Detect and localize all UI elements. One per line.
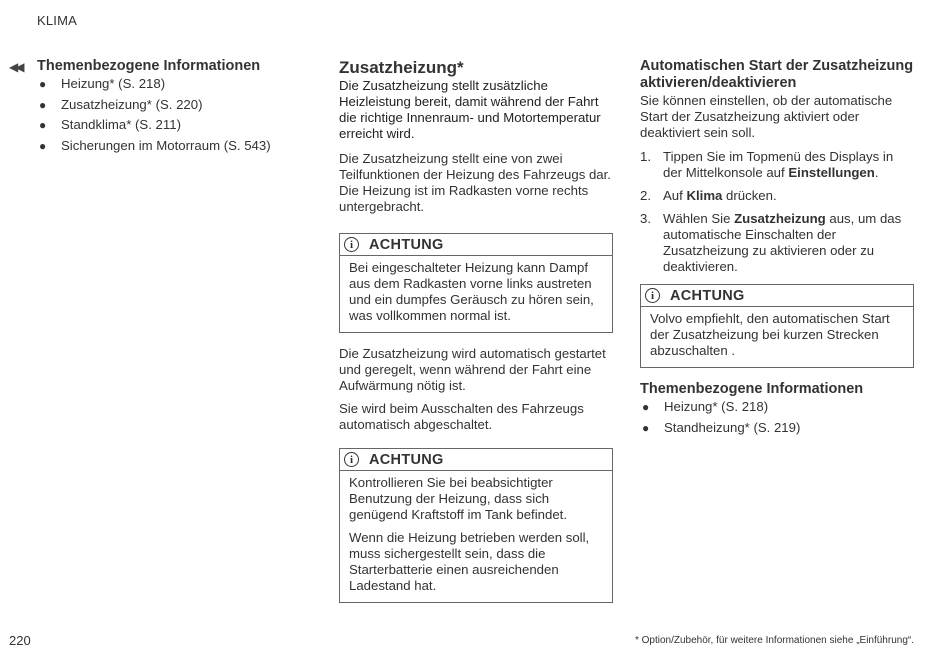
warning-text: Volvo empfiehlt, den automatischen Start der Zusatzheizung bei kurzen Strecken abzuschalten . [650, 311, 890, 358]
warning-body [340, 256, 612, 332]
page-number: 220 [9, 633, 31, 648]
info-circle-icon: i [645, 288, 660, 303]
ui-term: Einstellungen [788, 165, 875, 180]
body-paragraph: Sie wird beim Ausschalten des Fahrzeugs automatisch abgeschaltet. [339, 401, 584, 432]
body-paragraph: Die Zusatzheizung wird automatisch gestartet und geregelt, wenn während der Fahrt eine Aufwärmung nötig ist. [339, 346, 606, 393]
step-item: 3. Wählen Sie Zusatzheizung aus, um das automatische Einschalten der Zusatzheizung zu aktivieren oder zu deaktivieren. [640, 211, 902, 274]
warning-title: ACHTUNG [670, 287, 745, 304]
warning-header [340, 234, 612, 256]
related-link[interactable]: ● Zusatzheizung* (S. 220) [39, 96, 203, 112]
warning-header [641, 285, 913, 307]
section-label: KLIMA [37, 13, 78, 28]
related-link[interactable]: ● Standklima* (S. 211) [39, 117, 181, 133]
left-column [37, 58, 297, 158]
related-links [37, 76, 297, 154]
warning-text: Kontrollieren Sie bei beabsichtigter Benutzung der Heizung, dass sich genügend Kraftstoff im Tank befindet. [349, 475, 567, 522]
step-item: 2. Auf Klima drücken. [640, 188, 777, 203]
related-link[interactable]: ● Standheizung* (S. 219) [642, 419, 801, 435]
warning-box [339, 233, 613, 333]
warning-title: ACHTUNG [369, 451, 444, 468]
warning-box [339, 448, 613, 603]
ui-term: Klima [686, 188, 723, 203]
warning-box [640, 284, 914, 368]
ui-term: Zusatzheizung [734, 211, 826, 226]
intro-paragraph: Sie können einstellen, ob der automatische Start der Zusatzheizung aktiviert oder deaktiviert sein soll. [640, 93, 893, 140]
related-link[interactable]: ● Sicherungen im Motorraum (S. 543) [39, 137, 271, 153]
warning-body [340, 471, 612, 602]
bullet-icon: ● [39, 77, 47, 91]
page-title: Zusatzheizung* [339, 58, 464, 77]
right-column [640, 58, 914, 440]
middle-column [339, 58, 613, 603]
related-links [640, 399, 914, 436]
info-circle-icon: i [344, 237, 359, 252]
warning-text: Wenn die Heizung betrieben werden soll, muss sichergestellt sein, dass die Starterbatterie einen ausreichenden Ladestand hat. [349, 530, 590, 593]
lead-paragraph: Die Zusatzheizung stellt zusätzliche Heizleistung bereit, damit während der Fahrt die richtige Innenraum- und Motortemperatur erreicht wird. [339, 78, 601, 141]
footnote: * Option/Zubehör, für weitere Informationen siehe „Einführung“. [634, 635, 914, 646]
step-list [640, 149, 914, 275]
related-link[interactable]: ● Heizung* (S. 218) [642, 399, 769, 414]
warning-text: Bei eingeschalteter Heizung kann Dampf aus dem Radkasten vorne links austreten und ein dumpfes Geräusch zu hören sein, was vollkommen normal ist. [349, 260, 594, 323]
info-circle-icon: i [344, 452, 359, 467]
step-item: 1. Tippen Sie im Topmenü des Displays in der Mittelkonsole auf Einstellungen. [640, 149, 894, 180]
warning-body [641, 307, 913, 367]
bullet-icon: ● [39, 138, 47, 153]
double-chevron-left-icon[interactable]: ◀◀ [9, 60, 22, 74]
bullet-icon: ● [39, 118, 47, 133]
bullet-icon: ● [642, 420, 650, 435]
warning-title: ACHTUNG [369, 236, 444, 253]
related-info-heading: Themenbezogene Informationen [640, 381, 864, 397]
related-link[interactable]: ● Heizung* (S. 218) [39, 76, 166, 91]
warning-header [340, 449, 612, 471]
bullet-icon: ● [642, 400, 650, 414]
section-heading: Automatischen Start der Zusatzheizung aktivieren/deaktivieren [640, 58, 914, 91]
body-paragraph: Die Zusatzheizung stellt eine von zwei Teilfunktionen der Heizung des Fahrzeugs dar. Die Heizung ist im Radkasten vorne rechts untergebracht. [339, 151, 611, 214]
related-info-heading: Themenbezogene Informationen [37, 58, 261, 74]
bullet-icon: ● [39, 97, 47, 112]
